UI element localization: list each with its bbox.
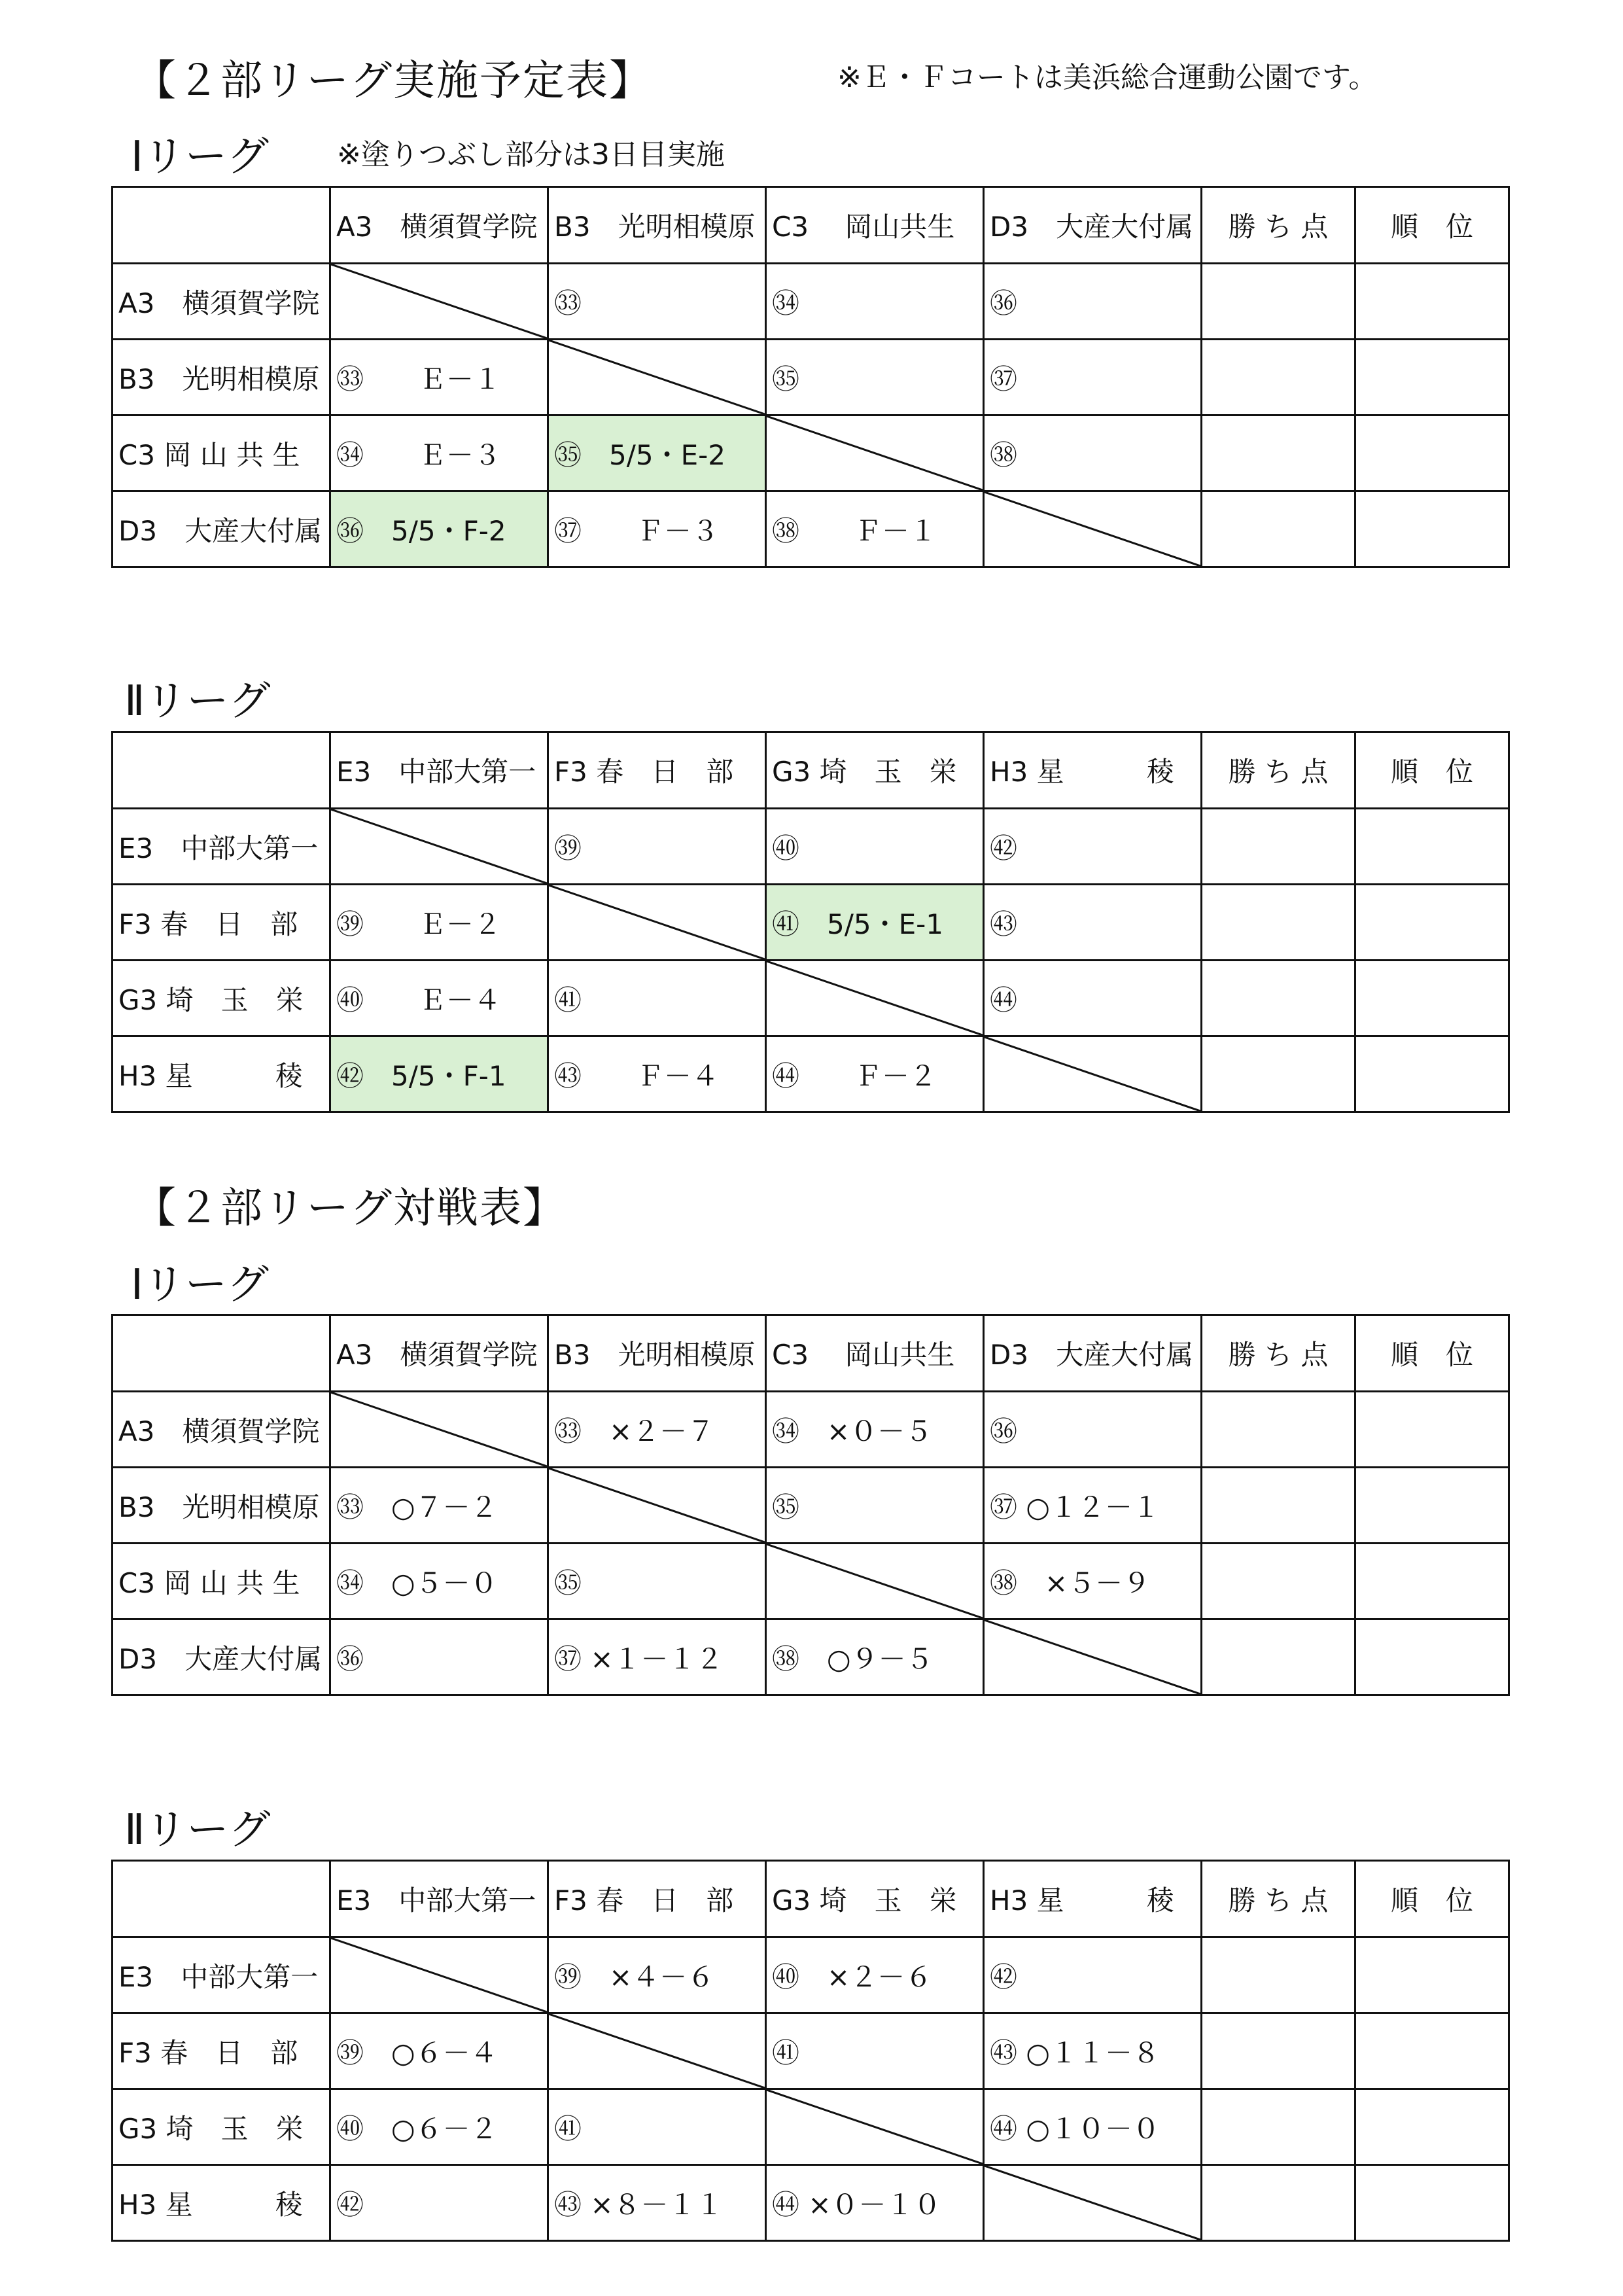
diagonal-cell xyxy=(766,1544,984,1619)
points-header: 勝 ち 点 xyxy=(1202,1861,1355,1937)
team-column-header: D3 大産大付属 xyxy=(984,1315,1202,1392)
rank-header: 順 位 xyxy=(1355,1315,1509,1392)
schedule-league1-title: Ⅰリーグ xyxy=(131,133,269,181)
match-cell: ㊵ ○６－２ xyxy=(330,2089,548,2165)
diagonal-line xyxy=(985,1037,1200,1111)
match-cell: ㊲ xyxy=(984,340,1202,415)
diagonal-line xyxy=(331,264,547,338)
diagonal-cell xyxy=(766,415,984,491)
match-cell: ㊵ Ｅ－４ xyxy=(330,961,548,1036)
match-cell: ㉟ xyxy=(766,340,984,415)
diagonal-cell xyxy=(330,809,548,885)
match-cell: ㊳ ○９－５ xyxy=(766,1619,984,1695)
points-cell xyxy=(1202,1392,1355,1468)
match-cell: ㊷ 5/5・F-1 xyxy=(330,1036,548,1112)
team-row-header: B3 光明相模原 xyxy=(113,340,330,415)
match-cell: ㊲ ×１－１２ xyxy=(548,1619,766,1695)
rank-cell xyxy=(1355,491,1509,567)
rank-cell xyxy=(1355,809,1509,885)
match-cell: ㊶ xyxy=(548,2089,766,2165)
points-cell xyxy=(1202,415,1355,491)
rank-cell xyxy=(1355,264,1509,340)
match-cell: ㊸ ×８－１１ xyxy=(548,2165,766,2241)
match-cell: ㉝ ×２－７ xyxy=(548,1392,766,1468)
points-cell xyxy=(1202,2013,1355,2089)
points-cell xyxy=(1202,491,1355,567)
match-cell: ㊸ Ｆ－４ xyxy=(548,1036,766,1112)
schedule-header: 【２部リーグ実施予定表】 xyxy=(134,57,652,105)
corner-cell xyxy=(113,187,330,264)
diagonal-line xyxy=(985,492,1200,566)
match-cell: ㊲ ○１２－１ xyxy=(984,1468,1202,1544)
team-row-header: G3 埼 玉 栄 xyxy=(113,961,330,1036)
diagonal-line xyxy=(985,1620,1200,1694)
match-cell: ㊷ xyxy=(984,809,1202,885)
team-column-header: D3 大産大付属 xyxy=(984,187,1202,264)
rank-cell xyxy=(1355,2165,1509,2241)
match-cell: ㉝ ○７－２ xyxy=(330,1468,548,1544)
points-header: 勝 ち 点 xyxy=(1202,1315,1355,1392)
points-cell xyxy=(1202,1468,1355,1544)
team-column-header: E3 中部大第一 xyxy=(330,732,548,809)
team-column-header: C3 岡山共生 xyxy=(766,187,984,264)
header-row xyxy=(113,1861,1509,1937)
team-row-header: H3 星 稜 xyxy=(113,1036,330,1112)
team-column-header: B3 光明相模原 xyxy=(548,187,766,264)
table-row xyxy=(113,264,1509,340)
match-cell: ㉞ Ｅ－３ xyxy=(330,415,548,491)
team-row-header: A3 横須賀学院 xyxy=(113,1392,330,1468)
match-cell: ㊵ xyxy=(766,809,984,885)
diagonal-line xyxy=(767,2090,983,2164)
rank-header: 順 位 xyxy=(1355,187,1509,264)
team-column-header: A3 横須賀学院 xyxy=(330,1315,548,1392)
match-cell: ㊵ ×２－６ xyxy=(766,1937,984,2013)
table-row xyxy=(113,415,1509,491)
match-cell: ㊱ xyxy=(984,1392,1202,1468)
rank-cell xyxy=(1355,2013,1509,2089)
points-cell xyxy=(1202,264,1355,340)
diagonal-line xyxy=(549,1468,765,1542)
team-column-header: F3 春 日 部 xyxy=(548,1861,766,1937)
match-cell: ㉟ 5/5・E-2 xyxy=(548,415,766,491)
team-row-header: A3 横須賀学院 xyxy=(113,264,330,340)
diagonal-cell xyxy=(330,1937,548,2013)
rank-cell xyxy=(1355,1036,1509,1112)
diagonal-line xyxy=(767,416,983,490)
points-cell xyxy=(1202,2089,1355,2165)
match-cell: ㉟ xyxy=(548,1544,766,1619)
table-row xyxy=(113,961,1509,1036)
diagonal-line xyxy=(767,1544,983,1618)
rank-cell xyxy=(1355,1544,1509,1619)
match-cell: ㊳ xyxy=(984,415,1202,491)
rank-cell xyxy=(1355,2089,1509,2165)
team-row-header: B3 光明相模原 xyxy=(113,1468,330,1544)
match-cell: ㉞ ○５－０ xyxy=(330,1544,548,1619)
match-cell: ㊴ ○６－４ xyxy=(330,2013,548,2089)
team-column-header: H3 星 稜 xyxy=(984,1861,1202,1937)
table-row xyxy=(113,2013,1509,2089)
corner-cell xyxy=(113,1861,330,1937)
diagonal-cell xyxy=(984,2165,1202,2241)
match-cell: ㊲ Ｆ－３ xyxy=(548,491,766,567)
team-row-header: H3 星 稜 xyxy=(113,2165,330,2241)
rank-cell xyxy=(1355,1619,1509,1695)
points-cell xyxy=(1202,961,1355,1036)
results-league2-table xyxy=(111,1860,1510,2242)
match-cell: ㊳ ×５－９ xyxy=(984,1544,1202,1619)
results-league2-title: Ⅱリーグ xyxy=(124,1806,271,1854)
match-cell: ㊹ ○１０－０ xyxy=(984,2089,1202,2165)
match-cell: ㊱ 5/5・F-2 xyxy=(330,491,548,567)
team-row-header: F3 春 日 部 xyxy=(113,885,330,961)
diagonal-line xyxy=(549,2014,765,2088)
table-row xyxy=(113,491,1509,567)
team-row-header: D3 大産大付属 xyxy=(113,491,330,567)
points-cell xyxy=(1202,885,1355,961)
points-cell xyxy=(1202,340,1355,415)
diagonal-line xyxy=(331,809,547,883)
team-column-header: C3 岡山共生 xyxy=(766,1315,984,1392)
table-row xyxy=(113,809,1509,885)
match-cell: ㉞ ×０－５ xyxy=(766,1392,984,1468)
rank-cell xyxy=(1355,885,1509,961)
rank-cell xyxy=(1355,1937,1509,2013)
rank-header: 順 位 xyxy=(1355,1861,1509,1937)
match-cell: ㉝ Ｅ－１ xyxy=(330,340,548,415)
diagonal-cell xyxy=(548,2013,766,2089)
match-cell: ㊷ xyxy=(984,1937,1202,2013)
diagonal-cell xyxy=(548,340,766,415)
diagonal-cell xyxy=(984,1619,1202,1695)
corner-cell xyxy=(113,732,330,809)
schedule-league1-table xyxy=(111,186,1510,568)
diagonal-line xyxy=(549,885,765,959)
table-row xyxy=(113,1036,1509,1112)
match-cell: ㊷ xyxy=(330,2165,548,2241)
diagonal-cell xyxy=(330,1392,548,1468)
diagonal-cell xyxy=(984,491,1202,567)
points-cell xyxy=(1202,1544,1355,1619)
points-cell xyxy=(1202,2165,1355,2241)
rank-cell xyxy=(1355,415,1509,491)
court-note: ※Ｅ・Ｆコートは美浜総合運動公園です。 xyxy=(837,61,1378,94)
diagonal-cell xyxy=(984,1036,1202,1112)
team-row-header: C3 岡 山 共 生 xyxy=(113,415,330,491)
rank-cell xyxy=(1355,340,1509,415)
results-league1-table xyxy=(111,1314,1510,1696)
match-cell: ㉝ xyxy=(548,264,766,340)
rank-header: 順 位 xyxy=(1355,732,1509,809)
points-header: 勝 ち 点 xyxy=(1202,732,1355,809)
match-cell: ㊶ xyxy=(766,2013,984,2089)
diagonal-cell xyxy=(330,264,548,340)
team-row-header: D3 大産大付属 xyxy=(113,1619,330,1695)
match-cell: ㊹ ×０－１０ xyxy=(766,2165,984,2241)
table-row xyxy=(113,340,1509,415)
diagonal-cell xyxy=(766,2089,984,2165)
diagonal-line xyxy=(331,1938,547,2012)
table-row xyxy=(113,1544,1509,1619)
table-row xyxy=(113,1937,1509,2013)
team-column-header: F3 春 日 部 xyxy=(548,732,766,809)
match-cell: ㊴ ×４－６ xyxy=(548,1937,766,2013)
rank-cell xyxy=(1355,961,1509,1036)
results-league1-title: Ⅰリーグ xyxy=(131,1261,269,1309)
points-cell xyxy=(1202,809,1355,885)
diagonal-cell xyxy=(766,961,984,1036)
points-cell xyxy=(1202,1036,1355,1112)
table-row xyxy=(113,2165,1509,2241)
header-row xyxy=(113,1315,1509,1392)
header-row xyxy=(113,187,1509,264)
match-cell: ㊳ Ｆ－１ xyxy=(766,491,984,567)
team-column-header: G3 埼 玉 栄 xyxy=(766,1861,984,1937)
team-row-header: E3 中部大第一 xyxy=(113,1937,330,2013)
points-cell xyxy=(1202,1619,1355,1695)
diagonal-cell xyxy=(548,885,766,961)
match-cell: ㊶ xyxy=(548,961,766,1036)
team-row-header: C3 岡 山 共 生 xyxy=(113,1544,330,1619)
schedule-league2-title: Ⅱリーグ xyxy=(124,677,271,726)
table-row xyxy=(113,1468,1509,1544)
match-cell: ㊸ ○１１－８ xyxy=(984,2013,1202,2089)
diagonal-line xyxy=(985,2166,1200,2240)
match-cell: ㊴ Ｅ－２ xyxy=(330,885,548,961)
match-cell: ㉞ xyxy=(766,264,984,340)
match-cell: ㊱ xyxy=(330,1619,548,1695)
table-row xyxy=(113,885,1509,961)
points-cell xyxy=(1202,1937,1355,2013)
match-cell: ㊶ 5/5・E-1 xyxy=(766,885,984,961)
diagonal-cell xyxy=(548,1468,766,1544)
team-column-header: H3 星 稜 xyxy=(984,732,1202,809)
table-row xyxy=(113,1392,1509,1468)
match-cell: ㊴ xyxy=(548,809,766,885)
match-cell: ㊹ xyxy=(984,961,1202,1036)
team-column-header: G3 埼 玉 栄 xyxy=(766,732,984,809)
corner-cell xyxy=(113,1315,330,1392)
team-row-header: F3 春 日 部 xyxy=(113,2013,330,2089)
match-cell: ㉟ xyxy=(766,1468,984,1544)
team-row-header: G3 埼 玉 栄 xyxy=(113,2089,330,2165)
team-column-header: B3 光明相模原 xyxy=(548,1315,766,1392)
team-column-header: E3 中部大第一 xyxy=(330,1861,548,1937)
diagonal-line xyxy=(767,961,983,1035)
header-row xyxy=(113,732,1509,809)
match-cell: ㊱ xyxy=(984,264,1202,340)
results-header: 【２部リーグ対戦表】 xyxy=(134,1184,566,1233)
team-column-header: A3 横須賀学院 xyxy=(330,187,548,264)
table-row xyxy=(113,2089,1509,2165)
team-row-header: E3 中部大第一 xyxy=(113,809,330,885)
match-cell: ㊹ Ｆ－２ xyxy=(766,1036,984,1112)
match-cell: ㊸ xyxy=(984,885,1202,961)
points-header: 勝 ち 点 xyxy=(1202,187,1355,264)
diagonal-line xyxy=(549,340,765,414)
diagonal-line xyxy=(331,1392,547,1466)
rank-cell xyxy=(1355,1468,1509,1544)
table-row xyxy=(113,1619,1509,1695)
rank-cell xyxy=(1355,1392,1509,1468)
schedule-league2-table xyxy=(111,731,1510,1113)
fill-note: ※塗りつぶし部分は3日目実施 xyxy=(337,138,725,171)
